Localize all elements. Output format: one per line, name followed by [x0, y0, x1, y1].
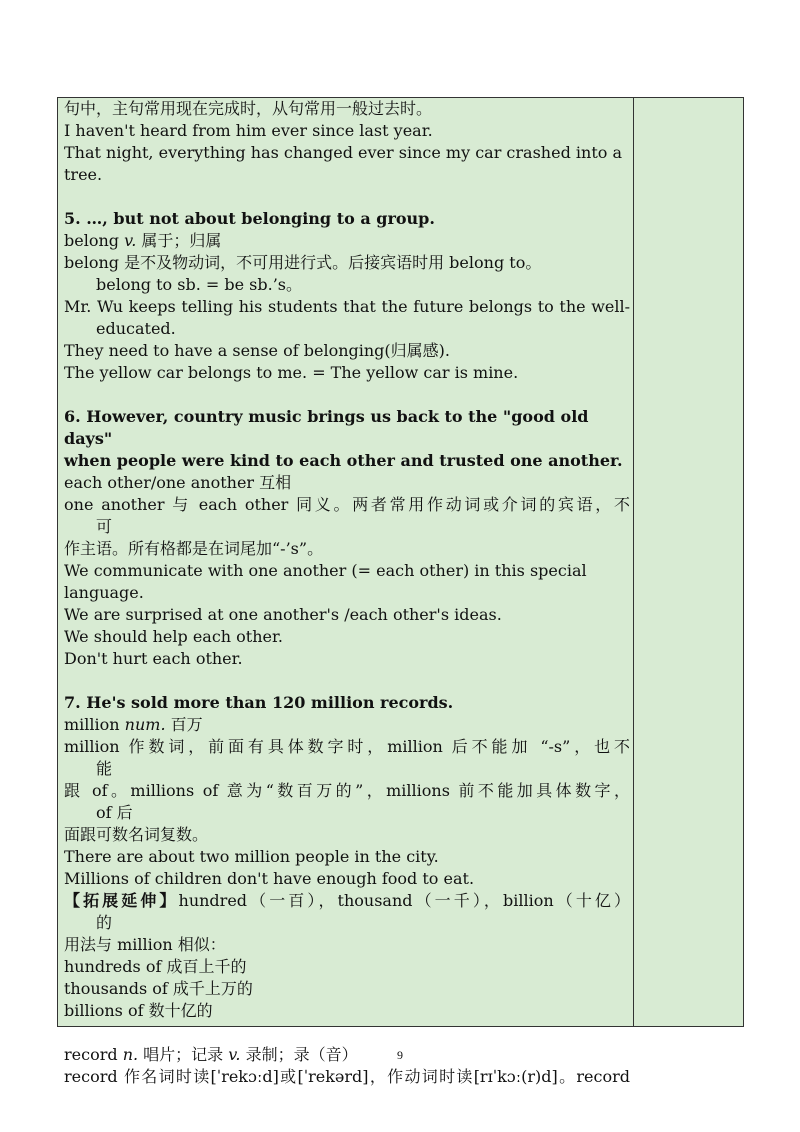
text-run: hundred（一百），thousand（一千），billion（十亿） [178, 891, 630, 910]
text-line: I haven't heard from him ever since last year. [64, 121, 433, 140]
text-run: 唱片；记录 [138, 1045, 229, 1064]
text-line: The yellow car belongs to me. = The yellow car is mine. [64, 363, 519, 382]
text-line: 作主语。所有格都是在词尾加“-’s”。 [64, 539, 324, 558]
text-run: num. [124, 715, 166, 734]
text-line: 用法与 million 相似： [64, 935, 226, 954]
text-run: 百万 [165, 715, 203, 734]
text-line: billions of 数十亿的 [64, 1001, 213, 1020]
text-run: 【拓展延伸】 [64, 891, 179, 910]
text-line: each other/one another 互相 [64, 473, 292, 492]
text-line: 7. He's sold more than 120 million records. [64, 693, 454, 712]
text-line: Mr. Wu keeps telling his students that the future belongs to the well- [64, 297, 630, 316]
text-line [64, 890, 630, 912]
text-run: million [64, 715, 125, 734]
text-line: belong 是不及物动词，不可用进行式。后接宾语时用 belong to。 [64, 253, 542, 272]
text-line: of 后 [96, 803, 133, 822]
text-line: There are about two million people in the city. [64, 847, 439, 866]
text-line: 的 [96, 913, 113, 932]
text-line [64, 230, 630, 252]
text-run: 录制；录（音） [240, 1045, 358, 1064]
text-line: 面跟可数名词复数。 [64, 825, 209, 844]
text-line: when people were kind to each other and trusted one another. [64, 451, 623, 470]
text-line: 5. …, but not about belonging to a group. [64, 209, 435, 228]
notes-cell [64, 98, 630, 1088]
text-line: We communicate with one another (= each other) in this special language. [64, 561, 587, 602]
blank-line [64, 384, 630, 406]
text-line: 跟 of。millions of 意为“数百万的”，millions 前不能加具体数字， [64, 781, 630, 800]
page-number: 9 [397, 1048, 403, 1062]
text-line: 能 [96, 759, 113, 778]
text-line: educated. [96, 319, 176, 338]
text-run: 属于；归属 [136, 231, 222, 250]
text-line: That night, everything has changed ever since my car crashed into a tree. [64, 143, 622, 184]
text-line: belong to sb. = be sb.’s。 [96, 275, 302, 294]
text-run: v. [124, 231, 137, 250]
text-line: They need to have a sense of belonging(归属感). [64, 341, 450, 360]
text-run: v. [228, 1045, 241, 1064]
text-line: one another 与 each other 同义。两者常用作动词或介词的宾语，不 [64, 495, 630, 514]
text-line: thousands of 成千上万的 [64, 979, 253, 998]
text-run: record [64, 1045, 123, 1064]
text-line: 可 [96, 517, 113, 536]
text-line: record 作名词时读[ˈrekɔːd]或[ˈrekərd]，作动词时读[rɪˈkɔː(r)d]。record [64, 1067, 630, 1086]
text-line: hundreds of 成百上千的 [64, 957, 247, 976]
text-line: We are surprised at one another's /each other's ideas. [64, 605, 502, 624]
text-line: Don't hurt each other. [64, 649, 243, 668]
text-line: We should help each other. [64, 627, 283, 646]
text-line: 6. However, country music brings us back to the "good old days" [64, 407, 589, 448]
text-line: million 作数词，前面有具体数字时，million 后不能加 “-s”，也不 [64, 737, 630, 756]
blank-line [64, 1022, 630, 1044]
blank-line [64, 186, 630, 208]
column-divider [633, 97, 634, 1027]
text-line: Millions of children don't have enough food to eat. [64, 869, 475, 888]
text-line: 句中，主句常用现在完成时，从句常用一般过去时。 [64, 99, 433, 118]
text-run: belong [64, 231, 125, 250]
blank-line [64, 670, 630, 692]
text-run: n. [122, 1045, 139, 1064]
text-line [64, 714, 630, 736]
